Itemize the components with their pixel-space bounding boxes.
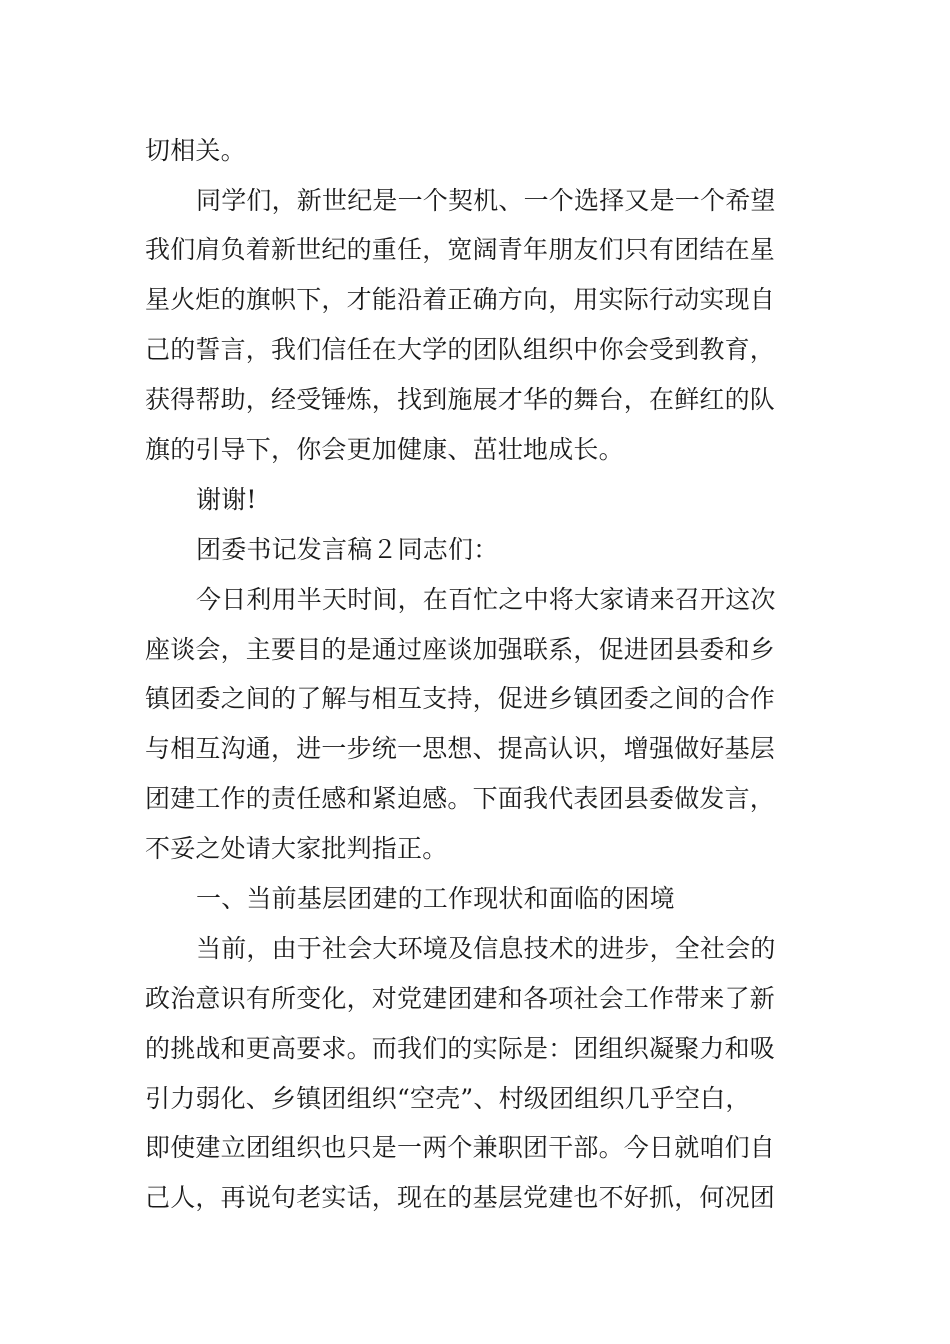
text-line-20: 引力弱化、乡镇团组织“空壳”、村级团组织几乎空白， (145, 1084, 751, 1113)
text-line-13: 与相互沟通，进一步统一思想、提高认识，增强做好基层 (145, 734, 776, 763)
text-line-15: 不妥之处请大家批判指正。 (145, 834, 448, 863)
text-line-22: 己人，再说句老实话，现在的基层党建也不好抓，何况团 (145, 1183, 776, 1212)
text-line-12: 镇团委之间的了解与相互支持，促进乡镇团委之间的合作 (145, 684, 776, 713)
text-line-2: 同学们，新世纪是一个契机、一个选择又是一个希望 (196, 186, 776, 215)
text-line-16: 一、当前基层团建的工作现状和面临的困境 (196, 884, 675, 913)
text-line-18: 政治意识有所变化，对党建团建和各项社会工作带来了新 (145, 984, 776, 1013)
text-line-19: 的挑战和更高要求。而我们的实际是：团组织凝聚力和吸 (145, 1034, 776, 1063)
text-line-5: 己的誓言，我们信任在大学的团队组织中你会受到教育， (145, 335, 776, 364)
text-line-6: 获得帮助，经受锤炼，找到施展才华的舞台，在鲜红的队 (145, 385, 776, 414)
text-line-21: 即使建立团组织也只是一两个兼职团干部。今日就咱们自 (145, 1133, 776, 1162)
text-line-7: 旗的引导下，你会更加健康、茁壮地成长。 (145, 435, 624, 464)
text-line-14: 团建工作的责任感和紧迫感。下面我代表团县委做发言， (145, 784, 776, 813)
text-line-10: 今日利用半天时间，在百忙之中将大家请来召开这次 (196, 585, 776, 614)
text-line-17: 当前，由于社会大环境及信息技术的进步，全社会的 (196, 934, 776, 963)
text-line-1: 切相关。 (145, 136, 246, 165)
text-line-4: 星火炬的旗帜下，才能沿着正确方向，用实际行动实现自 (145, 285, 776, 314)
text-line-11: 座谈会，主要目的是通过座谈加强联系，促进团县委和乡 (145, 635, 776, 664)
text-line-9: 团委书记发言稿２同志们： (196, 535, 499, 564)
text-line-8: 谢谢! (196, 485, 257, 514)
text-line-3: 我们肩负着新世纪的重任，宽阔青年朋友们只有团结在星 (145, 235, 776, 264)
